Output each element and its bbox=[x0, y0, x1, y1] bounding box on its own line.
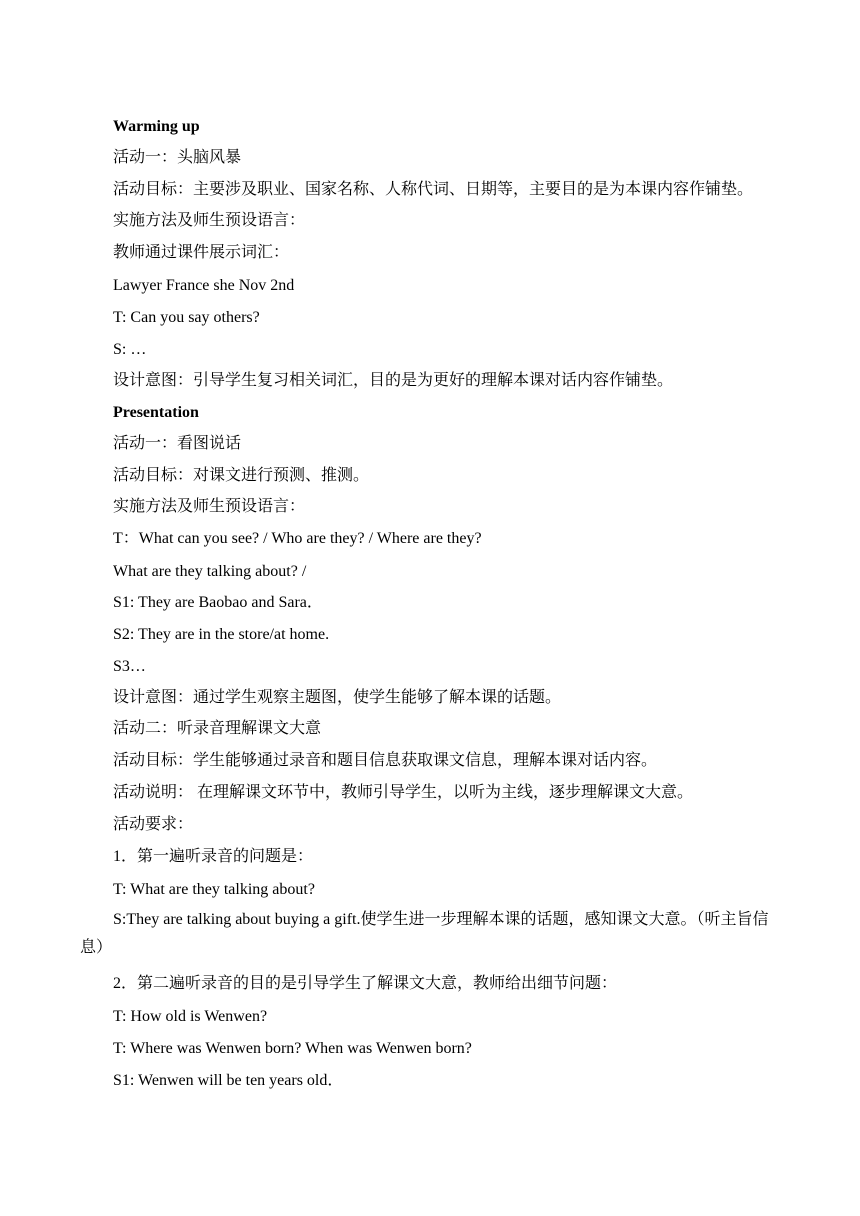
listening-step-2: 2．第二遍听录音的目的是引导学生了解课文大意，教师给出细节问题： bbox=[113, 975, 618, 992]
teacher-line: What are they talking about? / bbox=[113, 563, 307, 580]
activity-1-title: 活动一：头脑风暴 bbox=[113, 149, 242, 166]
teacher-line: T: What are they talking about? bbox=[113, 881, 315, 898]
design-intent: 设计意图：引导学生复习相关词汇，目的是为更好的理解本课对话内容作铺垫。 bbox=[113, 372, 674, 389]
activity-description: 活动说明： 在理解课文环节中，教师引导学生，以听为主线，逐步理解课文大意。 bbox=[113, 784, 694, 801]
vocab-list: Lawyer France she Nov 2nd bbox=[113, 277, 295, 294]
teacher-line: T：What can you see? / Who are they? / Where are they? bbox=[113, 530, 482, 547]
method-label: 实施方法及师生预设语言： bbox=[113, 498, 306, 515]
student-line: S1: They are Baobao and Sara． bbox=[113, 594, 323, 611]
activity-requirements: 活动要求： bbox=[113, 816, 194, 833]
method-label: 实施方法及师生预设语言： bbox=[113, 212, 306, 229]
activity-goal: 活动目标：对课文进行预测、推测。 bbox=[113, 467, 370, 484]
activity-1-title: 活动一：看图说话 bbox=[113, 435, 242, 452]
teacher-line: T: Where was Wenwen born? When was Wenwen born? bbox=[113, 1040, 472, 1057]
teacher-line: T: Can you say others? bbox=[113, 309, 260, 326]
student-line: S: … bbox=[113, 341, 147, 358]
heading-warming-up: Warming up bbox=[113, 118, 200, 135]
student-answer-paragraph: S:They are talking about buying a gift.使学生进一步理解本课的话题，感知课文大意。（听主旨信息） bbox=[80, 911, 769, 956]
vocab-intro: 教师通过课件展示词汇： bbox=[113, 244, 290, 261]
activity-goal: 活动目标：主要涉及职业、国家名称、人称代词、日期等，主要目的是为本课内容作铺垫。 bbox=[113, 181, 754, 198]
design-intent: 设计意图：通过学生观察主题图，使学生能够了解本课的话题。 bbox=[113, 689, 562, 706]
activity-2-title: 活动二：听录音理解课文大意 bbox=[113, 720, 322, 737]
listening-step-1: 1．第一遍听录音的问题是： bbox=[113, 848, 314, 865]
teacher-line: T: How old is Wenwen? bbox=[113, 1008, 268, 1025]
activity-goal: 活动目标：学生能够通过录音和题目信息获取课文信息，理解本课对话内容。 bbox=[113, 752, 658, 769]
student-line: S2: They are in the store/at home. bbox=[113, 626, 330, 643]
heading-presentation: Presentation bbox=[113, 404, 199, 421]
student-line: S3… bbox=[113, 658, 146, 675]
student-line: S1: Wenwen will be ten years old． bbox=[113, 1072, 344, 1089]
